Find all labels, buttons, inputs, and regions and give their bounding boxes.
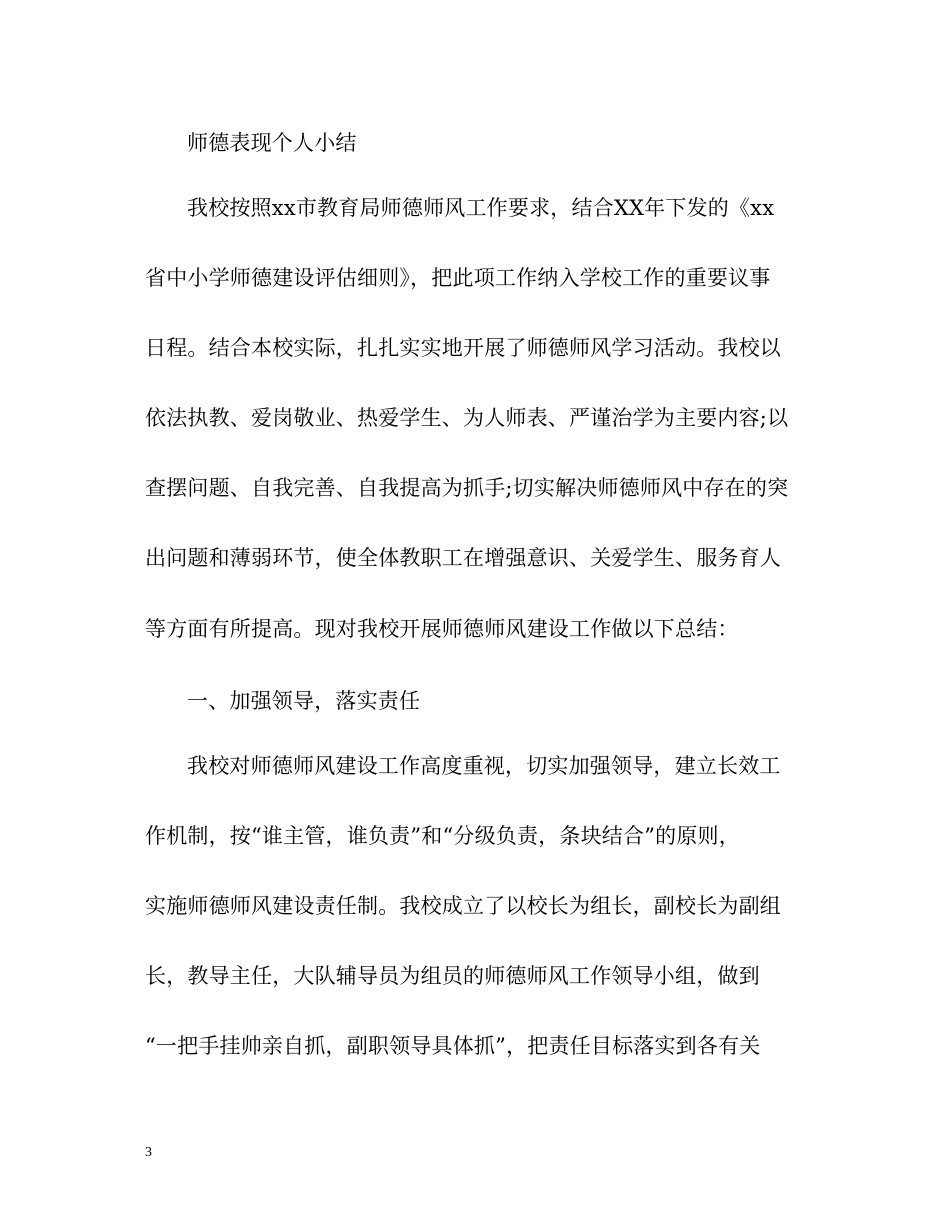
section-heading-1: 一、加强领导，落实责任 [187,689,421,713]
paragraph-1-line-3: 日程。结合本校实际，扎扎实实地开展了师德师风学习活动。我校以 [145,336,781,360]
page-number: 3 [145,1145,152,1160]
paragraph-1-line-5: 查摆问题、自我完善、自我提高为抓手;切实解决师德师风中存在的突 [145,476,789,500]
paragraph-1-line-7: 等方面有所提高。现对我校开展师德师风建设工作做以下总结： [145,617,739,641]
paragraph-3-line-3: 实施师德师风建设责任制。我校成立了以校长为组长，副校长为副组 [145,894,781,918]
paragraph-1-line-4: 依法执教、爱岗敬业、热爱学生、为人师表、严谨治学为主要内容;以 [145,406,789,430]
paragraph-3-line-4: 长，教导主任，大队辅导员为组员的师德师风工作领导小组，做到 [145,964,760,988]
paragraph-1-line-1: 我校按照xx市教育局师德师风工作要求，结合XX年下发的《xx [187,196,775,220]
paragraph-3-line-2: 作机制，按“谁主管，谁负责”和“分级负责，条块结合”的原则， [145,824,740,848]
paragraph-1-line-2: 省中小学师德建设评估细则》，把此项工作纳入学校工作的重要议事 [145,266,771,290]
paragraph-3-line-5: “一把手挂帅亲自抓，副职领导具体抓”，把责任目标落实到各有关 [145,1034,761,1058]
document-title: 师德表现个人小结 [187,131,357,155]
paragraph-1-line-6: 出问题和薄弱环节，使全体教职工在增强意识、关爱学生、服务育人 [145,546,781,570]
paragraph-3-line-1: 我校对师德师风建设工作高度重视，切实加强领导，建立长效工 [187,754,781,778]
